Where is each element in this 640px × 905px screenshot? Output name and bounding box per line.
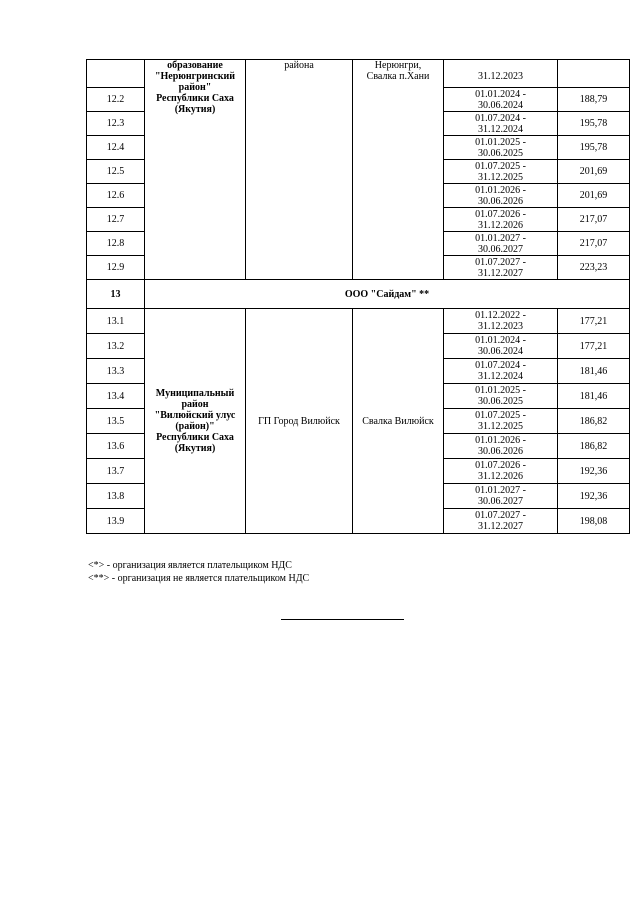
period-cell <box>444 256 558 280</box>
municipality-line: (Якутия) <box>174 443 216 454</box>
row-number-cell: 12.7 <box>87 208 145 232</box>
period-cell <box>444 359 558 384</box>
tariff-cell: 217,07 <box>558 208 630 232</box>
municipality-line: район" <box>178 82 212 93</box>
tariff-cell: 186,82 <box>558 434 630 459</box>
row-number-cell: 13.5 <box>87 409 145 434</box>
tariff-cell: 192,36 <box>558 484 630 509</box>
period-from: 01.07.2025 - <box>475 160 526 172</box>
row-number-cell: 13.2 <box>87 334 145 359</box>
object-line: Свалка п.Хани <box>366 71 430 82</box>
period-to: 31.12.2025 <box>478 171 523 183</box>
row-number-cell: 12.3 <box>87 112 145 136</box>
row-number-cell: 13.9 <box>87 509 145 534</box>
tariff-cell: 217,07 <box>558 232 630 256</box>
period-cell <box>444 434 558 459</box>
row-number-cell: 13 <box>87 280 145 309</box>
period-to: 31.12.2027 <box>478 521 523 532</box>
period-to: 31.12.2025 <box>478 421 523 432</box>
tariff-cell: 201,69 <box>558 184 630 208</box>
period-to: 31.12.2027 <box>478 267 523 279</box>
period-cell <box>444 384 558 409</box>
tariff-cell: 195,78 <box>558 112 630 136</box>
period-to: 31.12.2026 <box>478 471 523 482</box>
row-number-cell: 13.8 <box>87 484 145 509</box>
municipality-line: "Нерюнгринский <box>154 71 236 82</box>
period-to: 30.06.2024 <box>478 346 523 357</box>
tariff-cell: 201,69 <box>558 160 630 184</box>
period-cell <box>444 88 558 112</box>
settlement-cell <box>246 60 353 280</box>
tariff-cell: 177,21 <box>558 309 630 334</box>
period-to: 31.12.2023 <box>478 321 523 332</box>
tariff-cell: 192,36 <box>558 459 630 484</box>
tariff-cell: 195,78 <box>558 136 630 160</box>
tariff-table <box>86 59 630 534</box>
period-cell <box>444 184 558 208</box>
period-cell <box>444 160 558 184</box>
period-from: 01.01.2027 - <box>475 485 526 496</box>
municipality-cell <box>145 309 246 534</box>
period-from: 01.01.2026 - <box>475 184 526 196</box>
row-number-cell: 12.5 <box>87 160 145 184</box>
period-from: 01.01.2025 - <box>475 136 526 148</box>
period-cell <box>444 60 558 88</box>
object-line: Нерюнгри, <box>374 60 422 71</box>
period-from: 01.07.2024 - <box>475 360 526 371</box>
row-number-cell <box>87 60 145 88</box>
period-cell <box>444 509 558 534</box>
period-from: 01.01.2024 - <box>475 88 526 100</box>
municipality-line: Республики Саха <box>156 93 234 104</box>
period-cell <box>444 309 558 334</box>
municipality-cell <box>145 60 246 280</box>
settlement-cell: ГП Город Вилюйск <box>246 309 353 534</box>
tariff-cell: 223,23 <box>558 256 630 280</box>
period-to: 30.06.2024 <box>478 99 523 111</box>
period-from: 01.07.2026 - <box>475 208 526 220</box>
period-from: 01.01.2024 - <box>475 335 526 346</box>
table-row <box>87 60 630 88</box>
period-from: 01.12.2022 - <box>475 310 526 321</box>
municipality-line: район <box>181 399 209 410</box>
period-cell <box>444 459 558 484</box>
tariff-cell: 188,79 <box>558 88 630 112</box>
municipality-line: "Вилюйский улус <box>154 410 236 421</box>
period-from: 01.01.2025 - <box>475 385 526 396</box>
row-number-cell: 13.1 <box>87 309 145 334</box>
row-number-cell: 12.6 <box>87 184 145 208</box>
period-from: 01.01.2026 - <box>475 435 526 446</box>
period-cell <box>444 208 558 232</box>
footnote-non-vat-payer: <**> - организация не является плательщиком НДС <box>88 573 310 584</box>
period-from: 01.07.2027 - <box>475 510 526 521</box>
period-cell <box>444 232 558 256</box>
footnotes <box>88 559 309 585</box>
period-to: 30.06.2025 <box>478 396 523 407</box>
period-from: 01.01.2027 - <box>475 232 526 244</box>
municipality-line: Республики Саха <box>156 432 234 443</box>
municipality-line: образование <box>167 60 223 71</box>
period-to: 30.06.2027 <box>478 496 523 507</box>
period-from: 01.07.2027 - <box>475 256 526 268</box>
period-from: 01.07.2026 - <box>475 460 526 471</box>
end-of-document-line <box>281 619 404 620</box>
tariff-cell: 186,82 <box>558 409 630 434</box>
company-name-cell: ООО "Сайдам" ** <box>145 280 630 309</box>
row-number-cell: 13.3 <box>87 359 145 384</box>
object-cell <box>353 60 444 280</box>
period-to: 30.06.2025 <box>478 147 523 159</box>
tariff-cell: 198,08 <box>558 509 630 534</box>
period-cell <box>444 409 558 434</box>
municipality-line: (район)" <box>175 421 215 432</box>
period-cell <box>444 334 558 359</box>
tariff-cell <box>558 60 630 88</box>
settlement-text: района <box>284 60 314 71</box>
period-text: 31.12.2023 <box>478 71 523 82</box>
period-to: 30.06.2026 <box>478 446 523 457</box>
row-number-cell: 12.2 <box>87 88 145 112</box>
period-from: 01.07.2024 - <box>475 112 526 124</box>
tariff-cell: 181,46 <box>558 384 630 409</box>
row-number-cell: 13.7 <box>87 459 145 484</box>
municipality-line: (Якутия) <box>174 104 216 115</box>
footnote-vat-payer: <*> - организация является плательщиком НДС <box>88 560 292 571</box>
period-cell <box>444 112 558 136</box>
row-number-cell: 12.8 <box>87 232 145 256</box>
period-to: 30.06.2026 <box>478 195 523 207</box>
table-row <box>87 309 630 334</box>
tariff-cell: 177,21 <box>558 334 630 359</box>
period-to: 31.12.2024 <box>478 123 523 135</box>
period-to: 30.06.2027 <box>478 243 523 255</box>
row-number-cell: 12.9 <box>87 256 145 280</box>
table-row <box>87 280 630 309</box>
period-cell <box>444 484 558 509</box>
period-to: 31.12.2026 <box>478 219 523 231</box>
municipality-line: Муниципальный <box>155 388 235 399</box>
tariff-cell: 181,46 <box>558 359 630 384</box>
row-number-cell: 13.6 <box>87 434 145 459</box>
object-cell: Свалка Вилюйск <box>353 309 444 534</box>
period-from: 01.07.2025 - <box>475 410 526 421</box>
period-cell <box>444 136 558 160</box>
row-number-cell: 12.4 <box>87 136 145 160</box>
period-to: 31.12.2024 <box>478 371 523 382</box>
row-number-cell: 13.4 <box>87 384 145 409</box>
